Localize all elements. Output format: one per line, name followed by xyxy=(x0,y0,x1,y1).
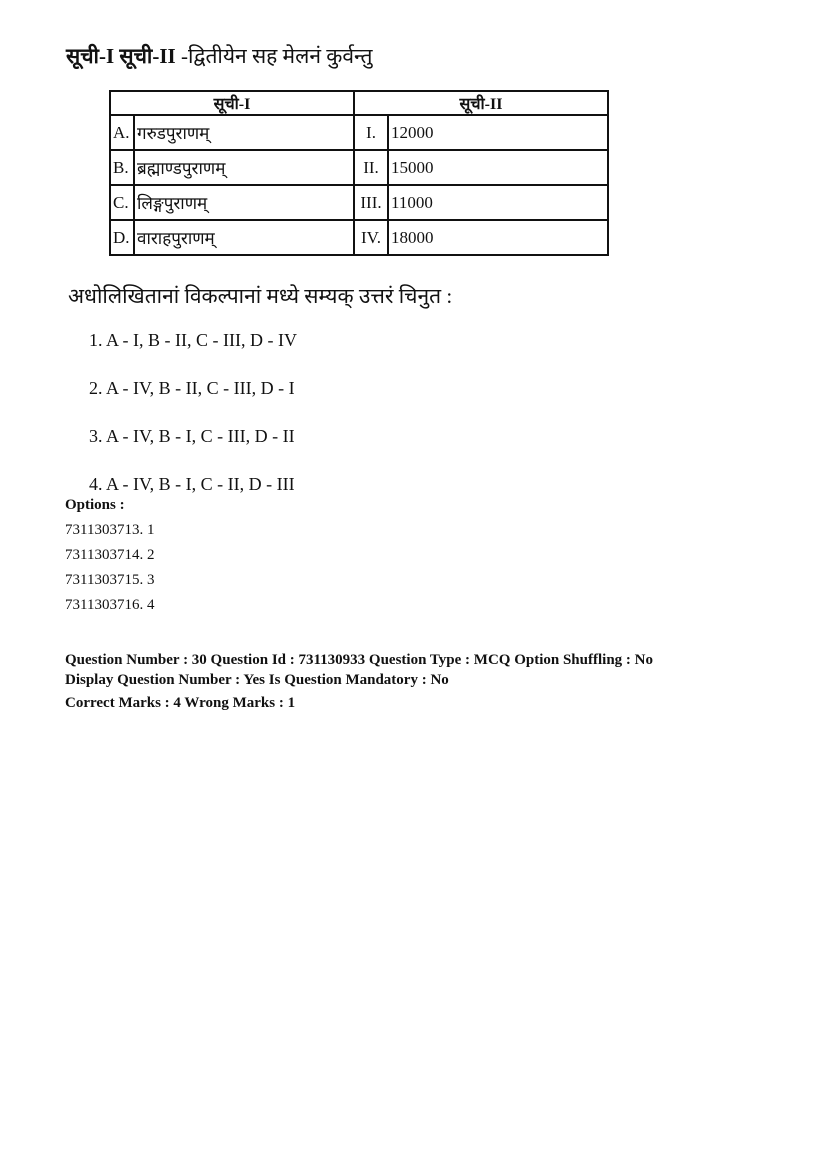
choice-1: 1. A - I, B - II, C - III, D - IV xyxy=(89,330,297,350)
table-row xyxy=(110,115,608,150)
row-value: 15000 xyxy=(388,150,608,185)
row-value: 12000 xyxy=(388,115,608,150)
matching-table xyxy=(109,90,609,256)
choice-4: 4. A - IV, B - I, C - II, D - III xyxy=(89,474,295,494)
options-block xyxy=(65,497,154,620)
meta-line-1: Question Number : 30 Question Id : 731130933 Question Type : MCQ Option Shuffling : No xyxy=(65,652,653,668)
row-item: लिङ्गपुराणम् xyxy=(134,185,354,220)
table-header-row xyxy=(110,91,608,115)
options-title: Options : xyxy=(65,497,125,513)
row-numeral: IV. xyxy=(354,220,388,255)
row-value: 18000 xyxy=(388,220,608,255)
answer-choices xyxy=(89,328,297,520)
row-numeral: II. xyxy=(354,150,388,185)
row-item: ब्रह्माण्डपुराणम् xyxy=(134,150,354,185)
row-letter: B. xyxy=(110,150,134,185)
row-value: 11000 xyxy=(388,185,608,220)
row-item: वाराहपुराणम् xyxy=(134,220,354,255)
col1-header: सूची-I xyxy=(110,91,354,115)
meta-line-3: Correct Marks : 4 Wrong Marks : 1 xyxy=(65,695,296,711)
list2-label: सूची-II xyxy=(119,44,176,68)
table-row xyxy=(110,220,608,255)
option-id-1: 7311303713. 1 xyxy=(65,522,155,538)
row-letter: D. xyxy=(110,220,134,255)
row-letter: A. xyxy=(110,115,134,150)
choice-3: 3. A - IV, B - I, C - III, D - II xyxy=(89,426,295,446)
option-id-3: 7311303715. 3 xyxy=(65,572,155,588)
row-numeral: I. xyxy=(354,115,388,150)
row-numeral: III. xyxy=(354,185,388,220)
question-metadata xyxy=(65,650,653,713)
row-item: गरुडपुराणम् xyxy=(134,115,354,150)
question-heading xyxy=(66,42,373,70)
table-row xyxy=(110,185,608,220)
table-row xyxy=(110,150,608,185)
instruction-text: अधोलिखितानां विकल्पानां मध्ये सम्यक् उत्तरं चिनुत : xyxy=(68,284,453,308)
question-text: -द्वितीयेन सह मेलनं कुर्वन्तु xyxy=(180,44,373,68)
choice-2: 2. A - IV, B - II, C - III, D - I xyxy=(89,378,295,398)
list1-label: सूची-I xyxy=(66,44,115,68)
option-id-2: 7311303714. 2 xyxy=(65,547,155,563)
option-id-4: 7311303716. 4 xyxy=(65,597,155,613)
row-letter: C. xyxy=(110,185,134,220)
col2-header: सूची-II xyxy=(354,91,608,115)
meta-line-2: Display Question Number : Yes Is Question Mandatory : No xyxy=(65,672,449,688)
